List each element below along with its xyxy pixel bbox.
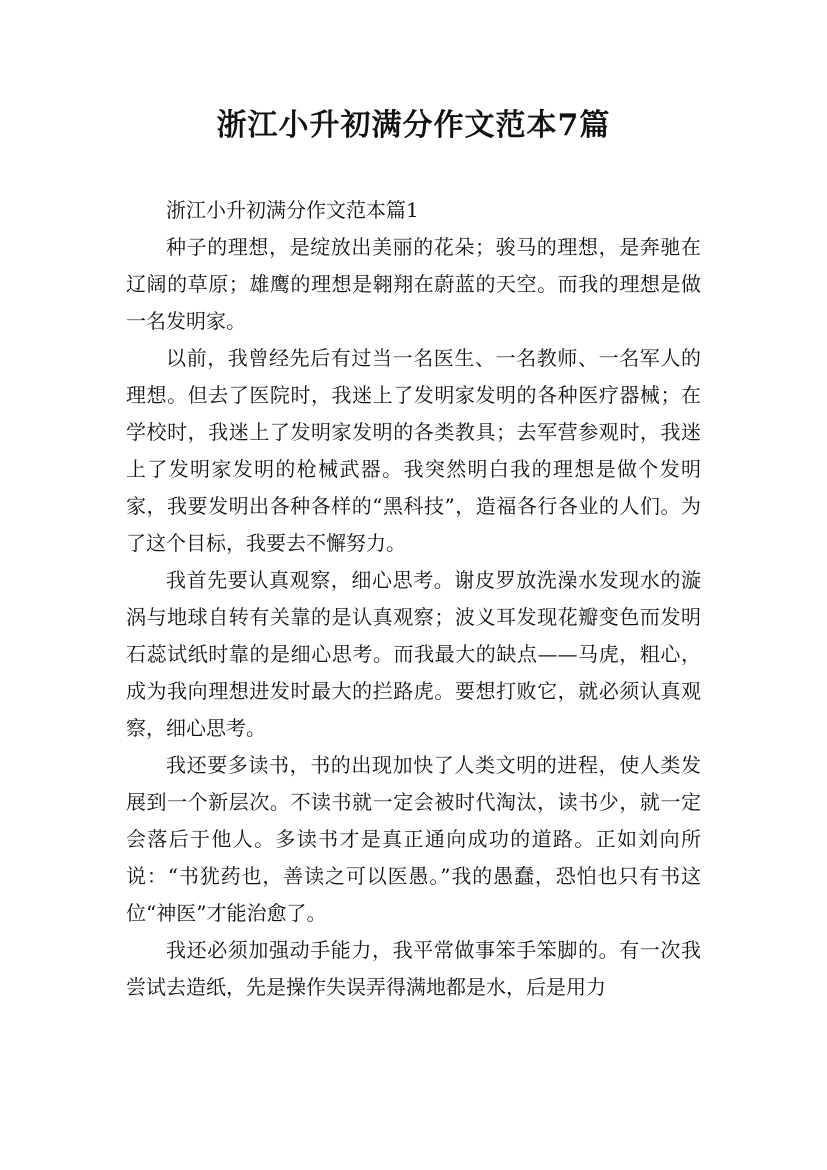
paragraph-2: 以前，我曾经先后有过当一名医生、一名教师、一名军人的理想。但去了医院时，我迷上了发明家发明的各种医疗器械；在学校时，我迷上了发明家发明的各类教具；去军营参观时，我迷上了发明家发明的枪械武器。我突然明白我的理想是做个发明家，我要发明出各种各样的“黑科技”，造福各行各业的人们。为了这个目标，我要去不懈努力。: [126, 346, 701, 555]
section-heading: 浙江小升初满分作文范本篇1: [166, 198, 419, 222]
document-body: [126, 192, 701, 1006]
paragraph-4: 我还要多读书，书的出现加快了人类文明的进程，使人类发展到一个新层次。不读书就一定会被时代淘汰，读书少，就一定会落后于他人。多读书才是真正通向成功的道路。正如刘向所说：“书犹药也，善读之可以医愚。”我的愚蠢，恐怕也只有书这位“神医”才能治愈了。: [126, 753, 701, 925]
document-title: 浙江小升初满分作文范本7篇: [216, 108, 611, 143]
paragraph-5: 我还必须加强动手能力，我平常做事笨手笨脚的。有一次我尝试去造纸，先是操作失误弄得满地都是水，后是用力: [126, 938, 701, 999]
paragraph-1: 种子的理想，是绽放出美丽的花朵；骏马的理想，是奔驰在辽阔的草原；雄鹰的理想是翱翔在蔚蓝的天空。而我的理想是做一名发明家。: [126, 235, 701, 333]
paragraph-3: 我首先要认真观察，细心思考。谢皮罗放洗澡水发现水的漩涡与地球自转有关靠的是认真观察；波义耳发现花瓣变色而发明石蕊试纸时靠的是细心思考。而我最大的缺点——马虎，粗心，成为我向理想进发时最大的拦路虎。要想打败它，就必须认真观察，细心思考。: [126, 568, 701, 740]
